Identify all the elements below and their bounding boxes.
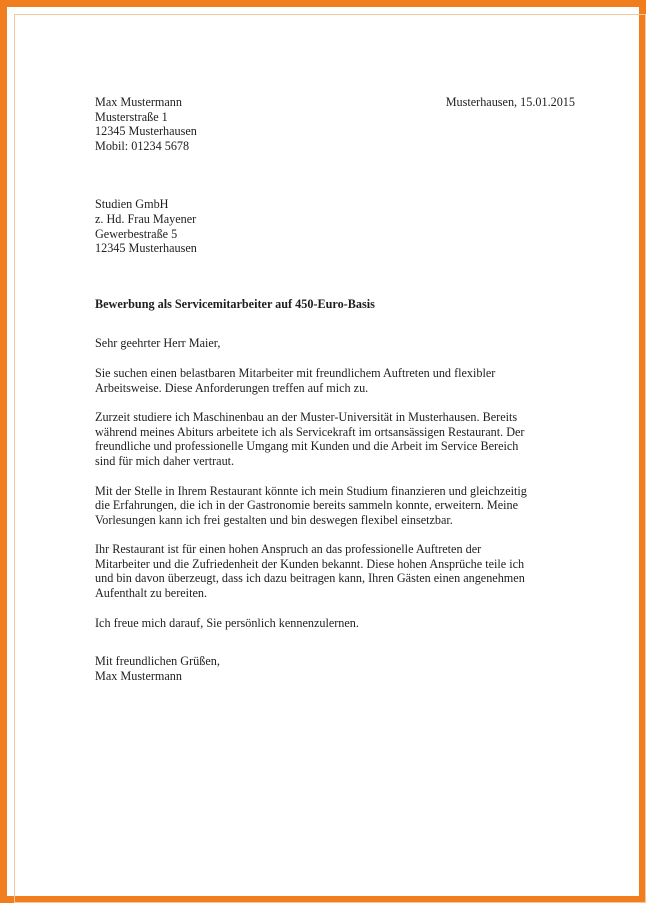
recipient-address — [95, 197, 575, 255]
signature-name: Max Mustermann — [95, 668, 182, 683]
recipient-attention: z. Hd. Frau Mayener — [95, 211, 197, 226]
paragraph-line: Vorlesungen kann ich frei gestalten und bin deswegen flexibel einsetzbar. — [95, 512, 453, 527]
place-date: Musterhausen, 15.01.2015 — [445, 95, 575, 109]
paragraph-line: Mitarbeiter und die Zufriedenheit der Kunden bekannt. Diese hohen Ansprüche teile ich — [95, 556, 525, 571]
closing-greeting: Mit freundlichen Grüßen, — [95, 654, 220, 669]
paragraph — [95, 366, 575, 395]
sender-phone: Mobil: 01234 5678 — [95, 138, 190, 153]
paragraph-line: sind für mich daher vertraut. — [95, 453, 235, 468]
sender-name: Max Mustermann — [95, 95, 182, 109]
paragraph-line: freundliche und professionelle Umgang mit Kunden und die Arbeit im Service Bereich — [95, 439, 519, 454]
paragraph-line: die Erfahrungen, die ich in der Gastronomie bereits sammeln konnte, erweitern. Meine — [95, 498, 519, 513]
paragraph-line: Mit der Stelle in Ihrem Restaurant könnte ich mein Studium finanzieren und gleichzeitig — [95, 483, 527, 498]
paragraph-line: Zurzeit studiere ich Maschinenbau an der Muster-Universität in Musterhausen. Bereits — [95, 410, 518, 425]
paragraph — [95, 410, 575, 468]
paragraph-line: Sie suchen einen belastbaren Mitarbeiter mit freundlichem Auftreten und flexibler — [95, 365, 496, 380]
salutation: Sehr geehrter Herr Maier, — [95, 336, 221, 351]
paragraph-line: Ich freue mich darauf, Sie persönlich kennenzulernen. — [95, 615, 359, 630]
recipient-company: Studien GmbH — [95, 197, 169, 212]
paragraph-line: Ihr Restaurant ist für einen hohen Anspruch an das professionelle Auftreten der — [95, 542, 482, 557]
letter-subject: Bewerbung als Servicemitarbeiter auf 450-Euro-Basis — [95, 296, 375, 311]
paragraph-line: Arbeitsweise. Diese Anforderungen treffen auf mich zu. — [95, 380, 369, 395]
paragraph-line: Aufenthalt zu bereiten. — [95, 586, 208, 601]
sender-street: Musterstraße 1 — [95, 109, 168, 124]
letter-body — [95, 95, 575, 683]
recipient-street: Gewerbestraße 5 — [95, 226, 178, 241]
paragraph-line: während meines Abiturs arbeitete ich als Servicekraft im ortsansässigen Restaurant. Der — [95, 424, 525, 439]
paragraph — [95, 484, 575, 528]
sender-city: 12345 Musterhausen — [95, 124, 197, 139]
paragraph — [95, 542, 575, 600]
closing — [95, 654, 575, 683]
paragraph-line: und bin davon überzeugt, dass ich dazu beitragen kann, Ihren Gästen einen angenehmen — [95, 571, 525, 586]
recipient-city: 12345 Musterhausen — [95, 241, 197, 256]
paragraph — [95, 616, 575, 631]
